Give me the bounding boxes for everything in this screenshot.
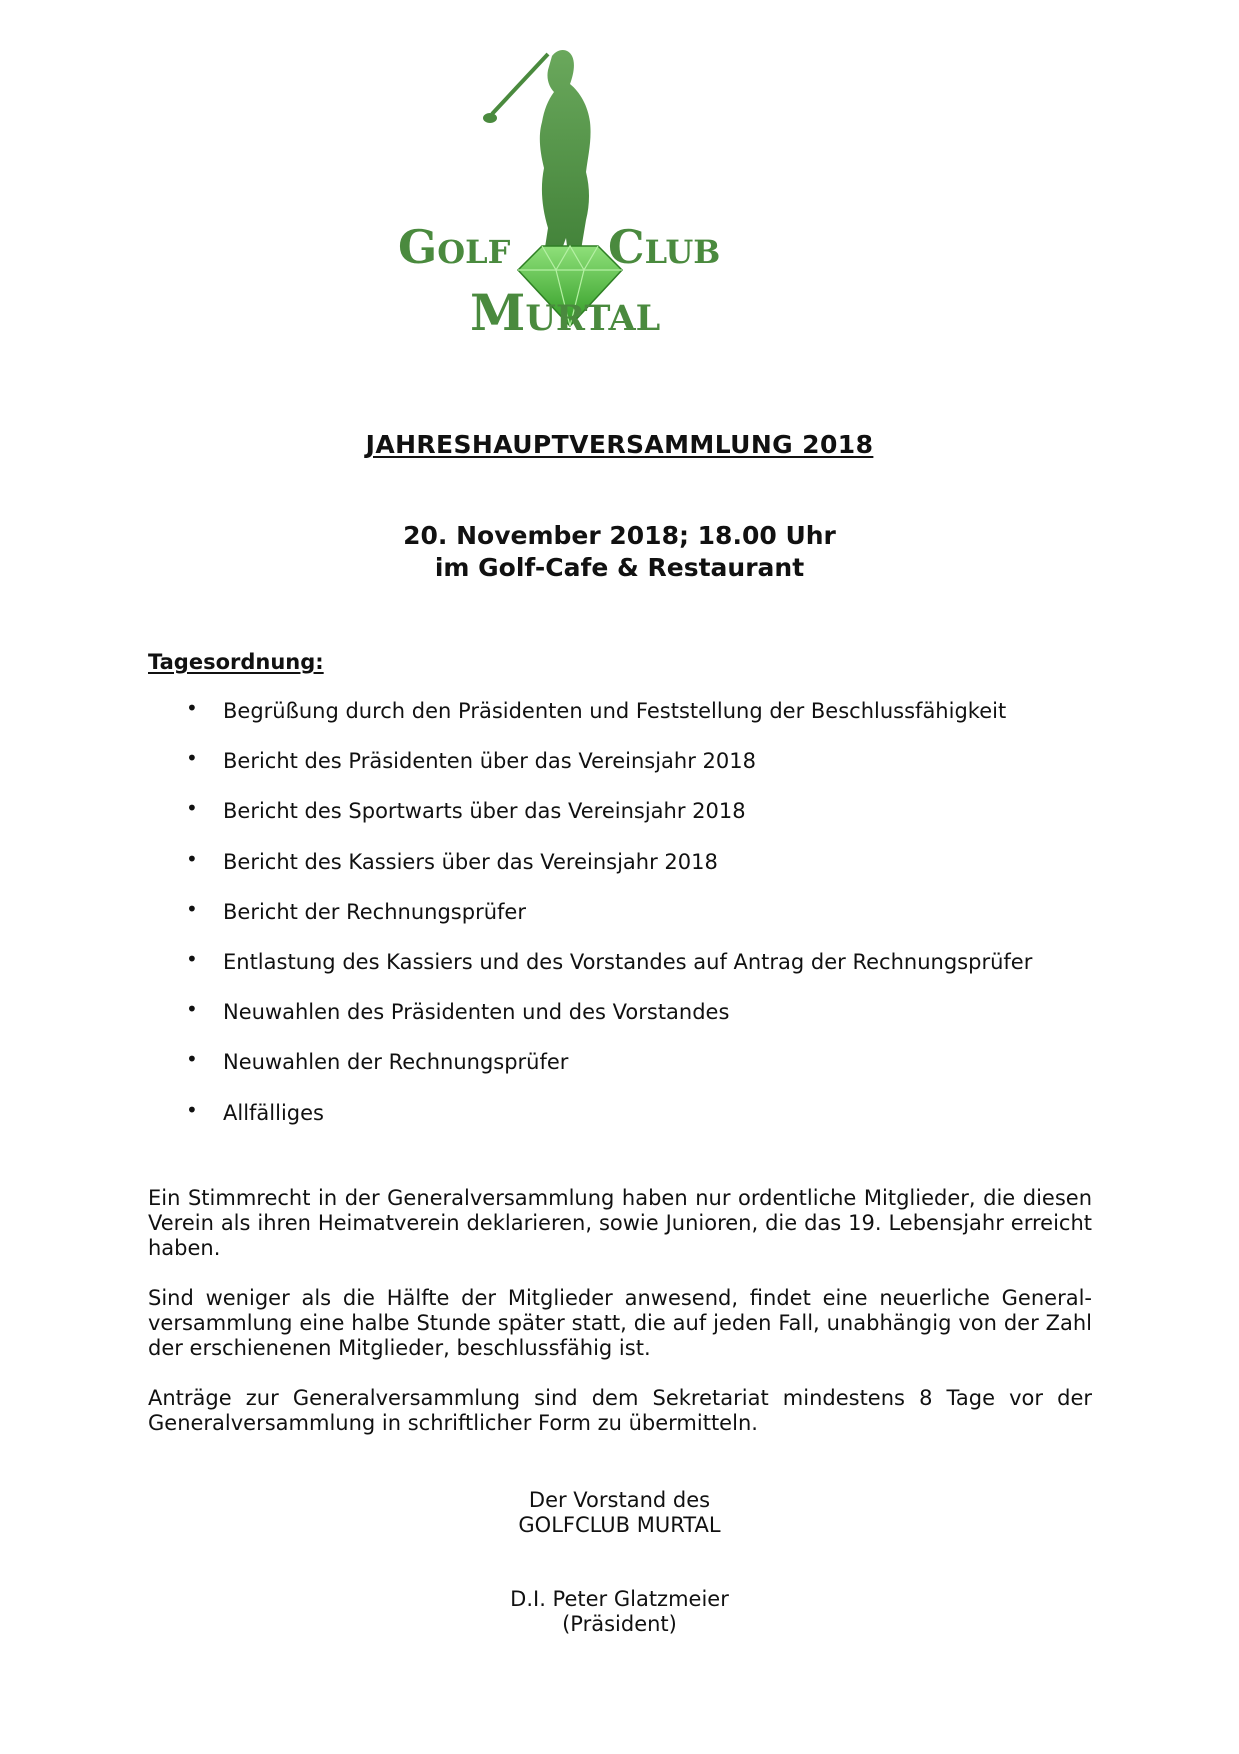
bullet-icon: • (186, 746, 198, 771)
agenda-heading: Tagesordnung: (148, 650, 324, 674)
bullet-icon: • (186, 796, 198, 821)
bullet-icon: • (186, 1097, 198, 1122)
signature-president (0, 1587, 1239, 1637)
event-date: 20. November 2018; 18.00 Uhr (403, 521, 836, 550)
list-item: • Allfälliges (186, 1097, 324, 1125)
signature-board (0, 1488, 1239, 1538)
list-item: • Entlastung des Kassiers und des Vorstandes auf Antrag der Rechnungsprüfer (186, 946, 1033, 974)
voting-rights-paragraph: Ein Stimmrecht in der Generalversammlung haben nur ordentliche Mitglieder, die diesen Verein als ihren Heimatverein deklarieren, sowie Junioren, die das 19. Lebensjahr erreicht haben. (148, 1186, 1092, 1260)
logo-word-golf: Golf (398, 220, 511, 274)
signature-role: (Präsident) (562, 1612, 677, 1636)
event-info (0, 520, 1239, 584)
event-place: im Golf-Cafe & Restaurant (434, 553, 805, 582)
list-item: • Begrüßung durch den Präsidenten und Feststellung der Beschlussfähigkeit (186, 696, 1007, 723)
bullet-icon: • (186, 846, 198, 871)
club-logo (398, 48, 810, 368)
bullet-icon: • (186, 696, 198, 720)
list-item: • Bericht der Rechnungsprüfer (186, 896, 526, 924)
list-item: • Neuwahlen des Präsidenten und des Vorstandes (186, 997, 730, 1025)
list-item: • Bericht des Kassiers über das Vereinsjahr 2018 (186, 846, 718, 874)
list-item: • Bericht des Sportwarts über das Vereinsjahr 2018 (186, 796, 746, 824)
agenda-list (148, 698, 1108, 1150)
bullet-icon: • (186, 1047, 198, 1072)
bullet-icon: • (186, 997, 198, 1022)
signature-line-1: Der Vorstand des (528, 1488, 711, 1512)
quorum-paragraph: Sind weniger als die Hälfte der Mitglieder anwesend, findet eine neuerliche General-versammlung eine halbe Stunde später statt, die auf jeden Fall, unabhängig von der Zahl der erschienenen Mitglieder, beschlussfähig ist. (148, 1286, 1092, 1360)
golfer-diamond-logo-icon (398, 48, 810, 368)
logo-word-murtal: Murtal (470, 283, 661, 342)
logo-word-club: Club (608, 220, 721, 274)
document-title (0, 430, 1239, 459)
list-item: • Bericht des Präsidenten über das Vereinsjahr 2018 (186, 746, 756, 774)
signature-name: D.I. Peter Glatzmeier (510, 1587, 729, 1611)
bullet-icon: • (186, 946, 198, 971)
bullet-icon: • (186, 896, 198, 921)
document-title-text: JAHRESHAUPTVERSAMMLUNG 2018 (365, 430, 874, 459)
list-item: • Neuwahlen der Rechnungsprüfer (186, 1047, 569, 1075)
signature-line-2: GOLFCLUB MURTAL (518, 1513, 721, 1537)
motions-paragraph: Anträge zur Generalversammlung sind dem Sekretariat mindestens 8 Tage vor der Generalversammlung in schriftlicher Form zu übermitteln. (148, 1386, 1092, 1435)
